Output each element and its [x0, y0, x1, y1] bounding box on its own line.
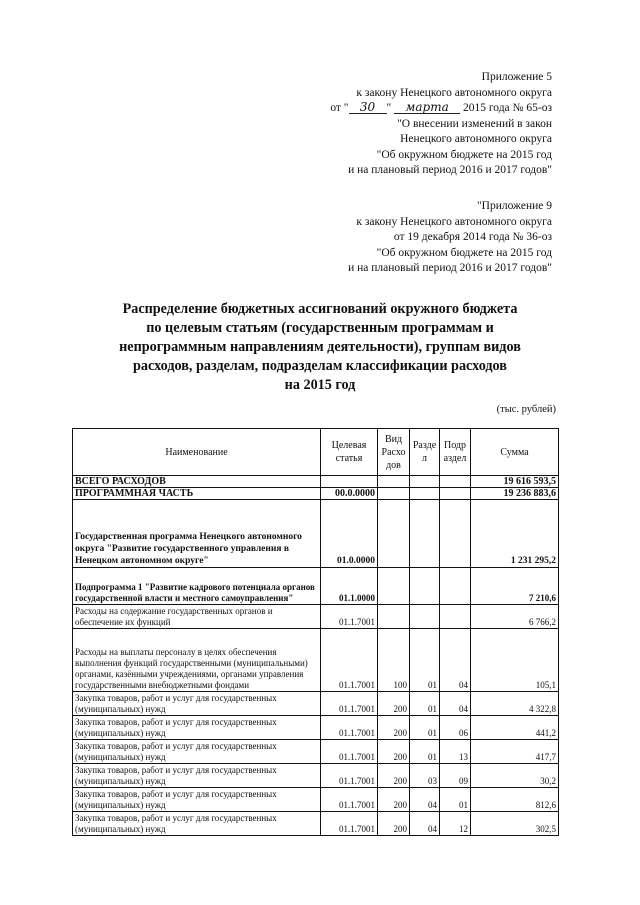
- cell-section: [410, 568, 440, 605]
- cell-kind: 100: [378, 629, 410, 692]
- cell-target: 01.1.7001: [321, 692, 378, 716]
- cell-section: 01: [410, 692, 440, 716]
- appendix-9-line5: и на плановый период 2016 и 2017 годов": [348, 262, 552, 274]
- appendix-5-title: Приложение 5: [481, 71, 552, 83]
- appendix-5-date-line: [330, 101, 552, 117]
- cell-section: [410, 488, 440, 500]
- cell-target: 00.0.0000: [321, 488, 378, 500]
- cell-sum: 1 231 295,2: [471, 500, 559, 568]
- cell-name: Закупка товаров, работ и услуг для государственных (муниципальных) нужд: [73, 812, 321, 836]
- cell-section: [410, 476, 440, 488]
- cell-sum: 302,5: [471, 812, 559, 836]
- appendix-9-law-ref: к закону Ненецкого автономного округа: [356, 215, 552, 228]
- cell-subsection: 06: [440, 716, 471, 740]
- title-line-3: непрограммным направлениям деятельности), группам видов: [119, 339, 521, 355]
- table-row: [73, 629, 559, 692]
- date-rest: 2015 года № 65-оз: [462, 102, 552, 114]
- appendix-9-block: [348, 199, 552, 277]
- cell-sum: 417,7: [471, 740, 559, 764]
- cell-section: 04: [410, 788, 440, 812]
- cell-kind: [378, 476, 410, 488]
- cell-sum: 441,2: [471, 716, 559, 740]
- cell-target: 01.1.7001: [321, 716, 378, 740]
- table-row: [73, 605, 559, 629]
- cell-section: 01: [410, 740, 440, 764]
- cell-sum: 7 210,6: [471, 568, 559, 605]
- header-sum: Сумма: [471, 429, 559, 476]
- appendix-5-line6: "Об окружном бюджете на 2015 год: [376, 148, 552, 161]
- cell-sum: 19 236 883,6: [471, 488, 559, 500]
- title-line-4: расходов, разделам, подразделам классификации расходов: [133, 358, 507, 374]
- header-kind: Вид Расхо дов: [378, 429, 410, 476]
- cell-sum: 30,2: [471, 764, 559, 788]
- appendix-5-line5: Ненецкого автономного округа: [400, 133, 552, 145]
- appendix-5-law-ref: к закону Ненецкого автономного округа: [356, 86, 552, 99]
- cell-subsection: 04: [440, 629, 471, 692]
- cell-name: Закупка товаров, работ и услуг для государственных (муниципальных) нужд: [73, 692, 321, 716]
- cell-target: 01.1.7001: [321, 740, 378, 764]
- cell-name: Государственная программа Ненецкого автономного округа "Развитие государственного управления в Ненецком автономном округе": [73, 500, 321, 568]
- cell-subsection: [440, 500, 471, 568]
- table-row-program-part: [73, 488, 559, 500]
- cell-name: Закупка товаров, работ и услуг для государственных (муниципальных) нужд: [73, 764, 321, 788]
- table-row-total: [73, 476, 559, 488]
- table-row-state-program: [73, 500, 559, 568]
- date-prefix: от ": [330, 102, 349, 114]
- budget-table: [72, 428, 559, 836]
- cell-name: Закупка товаров, работ и услуг для государственных (муниципальных) нужд: [73, 740, 321, 764]
- title-line-2: по целевым статьям (государственным программам и: [146, 320, 494, 336]
- cell-target: 01.1.0000: [321, 568, 378, 605]
- units-label: (тыс. рублей): [496, 404, 556, 415]
- appendix-9-date: от 19 декабря 2014 года № 36-оз: [393, 231, 552, 243]
- cell-kind: 200: [378, 764, 410, 788]
- cell-subsection: 09: [440, 764, 471, 788]
- title-line-1: Распределение бюджетных ассигнований окружного бюджета: [122, 301, 518, 317]
- cell-target: [321, 476, 378, 488]
- cell-name: Подпрограмма 1 "Развитие кадрового потенциала органов государственной власти и местного самоуправления": [73, 568, 321, 605]
- cell-kind: 200: [378, 812, 410, 836]
- cell-sum: 6 766,2: [471, 605, 559, 629]
- cell-section: 04: [410, 812, 440, 836]
- cell-subsection: 12: [440, 812, 471, 836]
- appendix-5-block: [330, 70, 552, 179]
- cell-sum: 812,6: [471, 788, 559, 812]
- cell-kind: 200: [378, 740, 410, 764]
- header-name: Наименование: [73, 429, 321, 476]
- table-row: [73, 716, 559, 740]
- cell-section: 01: [410, 629, 440, 692]
- cell-section: [410, 605, 440, 629]
- cell-subsection: 13: [440, 740, 471, 764]
- cell-sum: 105,1: [471, 629, 559, 692]
- cell-sum: 19 616 593,5: [471, 476, 559, 488]
- cell-name: Расходы на выплаты персоналу в целях обеспечения выполнения функций государственными (муниципальными) органами, казёнными учреждениями, органами управления государственными внебюджетными фондами: [73, 629, 321, 692]
- table-row: [73, 764, 559, 788]
- cell-subsection: 01: [440, 788, 471, 812]
- header-subsection: Подр аздел: [440, 429, 471, 476]
- header-section: Разде л: [410, 429, 440, 476]
- table-header-row: [73, 429, 559, 476]
- cell-target: 01.0.0000: [321, 500, 378, 568]
- cell-name: Расходы на содержание государственных органов и обеспечение их функций: [73, 605, 321, 629]
- cell-kind: [378, 488, 410, 500]
- cell-kind: [378, 500, 410, 568]
- cell-target: 01.1.7001: [321, 764, 378, 788]
- handwritten-day: 30: [349, 101, 387, 114]
- cell-section: 01: [410, 716, 440, 740]
- cell-subsection: [440, 605, 471, 629]
- cell-subsection: [440, 476, 471, 488]
- cell-subsection: [440, 568, 471, 605]
- cell-name: Закупка товаров, работ и услуг для государственных (муниципальных) нужд: [73, 788, 321, 812]
- cell-name: ВСЕГО РАСХОДОВ: [73, 476, 321, 488]
- cell-kind: [378, 568, 410, 605]
- cell-name: Закупка товаров, работ и услуг для государственных (муниципальных) нужд: [73, 716, 321, 740]
- appendix-9-title: "Приложение 9: [476, 200, 552, 212]
- table-row: [73, 812, 559, 836]
- cell-section: 03: [410, 764, 440, 788]
- cell-kind: 200: [378, 716, 410, 740]
- cell-target: 01.1.7001: [321, 788, 378, 812]
- cell-target: 01.1.7001: [321, 605, 378, 629]
- cell-subsection: 04: [440, 692, 471, 716]
- cell-name: ПРОГРАММНАЯ ЧАСТЬ: [73, 488, 321, 500]
- handwritten-month: марта: [394, 101, 460, 114]
- cell-target: 01.1.7001: [321, 812, 378, 836]
- table-row: [73, 788, 559, 812]
- table-row: [73, 740, 559, 764]
- table-row: [73, 692, 559, 716]
- cell-target: 01.1.7001: [321, 629, 378, 692]
- appendix-5-line7: и на плановый период 2016 и 2017 годов": [348, 164, 552, 176]
- cell-kind: [378, 605, 410, 629]
- date-quote: ": [386, 102, 392, 114]
- document-title: [80, 300, 560, 395]
- appendix-5-line4: "О внесении изменений в закон: [397, 117, 552, 130]
- cell-subsection: [440, 488, 471, 500]
- cell-sum: 4 322,8: [471, 692, 559, 716]
- cell-kind: 200: [378, 788, 410, 812]
- header-target: Целевая статья: [321, 429, 378, 476]
- title-line-5: на 2015 год: [284, 377, 356, 393]
- table-row-subprogram: [73, 568, 559, 605]
- cell-kind: 200: [378, 692, 410, 716]
- cell-section: [410, 500, 440, 568]
- appendix-9-line4: "Об окружном бюджете на 2015 год: [376, 246, 552, 259]
